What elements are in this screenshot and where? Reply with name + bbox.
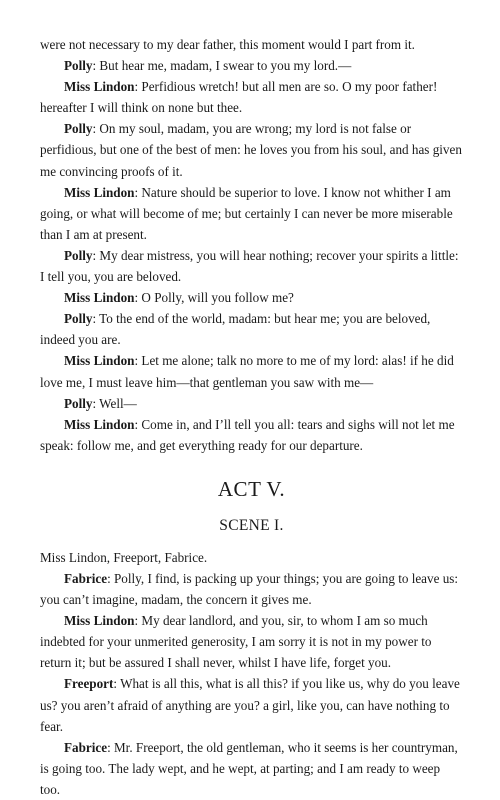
scene-characters: Miss Lindon, Freeport, Fabrice. bbox=[40, 549, 208, 565]
speaker-name: Miss Lindon bbox=[64, 416, 135, 432]
dialogue-line bbox=[40, 673, 463, 736]
speech-text: : O Polly, will you follow me? bbox=[134, 290, 294, 306]
dialogue-line bbox=[40, 76, 463, 118]
speech-text: : What is all this, what is all this? if you like us, why do you leave us? you aren’t afraid of anything are you? a girl, like you, can have nothing to fear. bbox=[40, 676, 460, 734]
dialogue-line bbox=[40, 55, 463, 76]
dialogue-line bbox=[40, 118, 463, 181]
dialogue-line bbox=[40, 350, 463, 392]
speech-text: : On my soul, madam, you are wrong; my lord is not false or perfidious, but one of the best of men: he loves you from his soul, and has given me convincing proofs of it. bbox=[40, 121, 462, 179]
dialogue-line bbox=[40, 287, 463, 308]
speech-text: : To the end of the world, madam: but hear me; you are beloved, indeed you are. bbox=[40, 311, 431, 348]
dialogue-line bbox=[40, 393, 463, 414]
dialogue-line bbox=[40, 610, 463, 673]
act-heading: ACT V. bbox=[217, 476, 286, 501]
speech-text: : Mr. Freeport, the old gentleman, who it seems is her countryman, is going too. The lady wept, and he wept, at parting; and I am ready to weep too. bbox=[40, 739, 458, 797]
speech-text: : Perfidious wretch! but all men are so. O my poor father! hereafter I will think on none but thee. bbox=[40, 79, 438, 116]
dialogue-line bbox=[40, 737, 463, 800]
dialogue-line bbox=[40, 245, 463, 287]
speaker-name: Polly bbox=[64, 121, 93, 137]
scene-heading: SCENE I. bbox=[219, 516, 284, 534]
speaker-name: Polly bbox=[64, 311, 93, 327]
dialogue-line bbox=[40, 182, 463, 245]
speech-text: : Well— bbox=[92, 395, 137, 411]
speech-text: : Let me alone; talk no more to me of my lord: alas! if he did love me, I must leave him—that gentleman you saw with me— bbox=[40, 353, 454, 390]
speaker-name: Miss Lindon bbox=[64, 184, 135, 200]
speech-text: : Polly, I find, is packing up your things; you are going to leave us: you can’t imagine, madam, the concern it gives me. bbox=[40, 570, 459, 608]
speech-text: : Come in, and I’ll tell you all: tears and sighs will not let me speak: follow me, and get everything ready for our departure. bbox=[40, 416, 455, 453]
speaker-name: Miss Lindon bbox=[64, 613, 135, 629]
speech-text: : My dear landlord, and you, sir, to whom I am so much indebted for your unmerited generosity, I am sorry it is not in my power to return it; but be assured I shall never, whilst I have life, forget you. bbox=[40, 613, 432, 671]
speaker-name: Miss Lindon bbox=[64, 353, 135, 369]
speaker-name: Polly bbox=[64, 247, 93, 263]
speaker-name: Fabrice bbox=[64, 570, 108, 586]
speaker-name: Polly bbox=[64, 395, 93, 411]
dialogue-line bbox=[40, 308, 463, 350]
speaker-name: Polly bbox=[64, 58, 93, 74]
speaker-name: Freeport bbox=[64, 676, 114, 692]
dialogue-line bbox=[40, 568, 463, 610]
speech-text: : My dear mistress, you will hear nothing; recover your spirits a little: I tell you, you are beloved. bbox=[40, 247, 459, 285]
dialogue-line bbox=[40, 414, 463, 456]
speech-text: : But hear me, madam, I swear to you my lord.— bbox=[92, 58, 352, 74]
speaker-name: Fabrice bbox=[64, 739, 108, 755]
speaker-name: Miss Lindon bbox=[64, 290, 135, 306]
speaker-name: Miss Lindon bbox=[64, 79, 135, 95]
continued-line: were not necessary to my dear father, this moment would I part from it. bbox=[40, 37, 415, 52]
speech-text: : Nature should be superior to love. I know not whither I am going, or what will become of me; but certainly I can never be more miserable than I am at present. bbox=[40, 184, 453, 242]
